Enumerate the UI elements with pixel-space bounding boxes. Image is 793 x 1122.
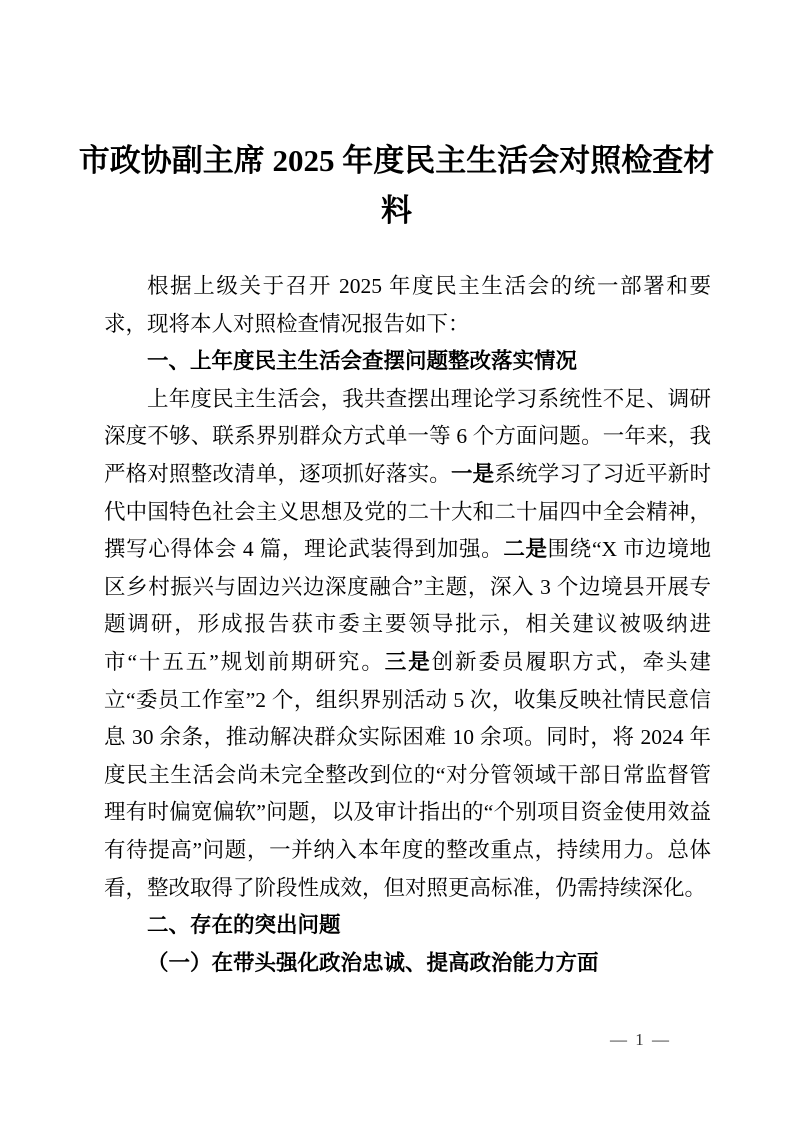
intro-paragraph [104,268,711,343]
document-body [104,268,711,982]
text-run-1: 上年度民主生活会，我共查摆出理论学习系统性不足、调研深度不够、联系界别群众方式单一等 6 个方面问题。一年来，我严格对照整改清单，逐项抓好落实。 [104,386,711,486]
text-run-6-bold: 三是 [384,649,432,674]
section1-paragraph [104,381,711,907]
text-run-5: 围绕“X 市边境地区乡村振兴与固边兴边深度融合”主题，深入 3 个边境县开展专题调研，形成报告获市委主要领导批示，相关建议被吸纳进市“十五五”规划前期研究。 [104,537,711,674]
text-run-2-bold: 一是 [450,461,495,486]
text-run-7: 创新委员履职方式，牵头建立“委员工作室”2 个，组织界别活动 5 次，收集反映社情民意信息 30 余条，推动解决群众实际困难 10 余项。同时，将 2024 年度民主生活会尚未完全整改到位的“对分管领域干部日常监督管理有时偏宽偏软”问题，以及审计指出的“个别项目资金使用效益有待提高”问题，一并纳入本年度的整改重点，持续用力。总体看，整改取得了阶段性成效，但对照更高标准，仍需持续深化。 [104,649,711,900]
text-run-4-bold: 二是 [503,537,548,562]
section2-subheading: （一）在带头强化政治忠诚、提高政治能力方面 [147,950,599,975]
page-number: — 1 — [610,1030,671,1049]
intro-text: 根据上级关于召开 2025 年度民主生活会的统一部署和要求，现将本人对照检查情况报告如下： [104,274,711,336]
section2-heading: 二、存在的突出问题 [147,913,341,938]
document-title: 市政协副主席 2025 年度民主生活会对照检查材料 [78,143,715,228]
section1-heading: 一、上年度民主生活会查摆问题整改落实情况 [147,349,578,374]
text-run-3: 系统学习了习近平新时代中国特色社会主义思想及党的二十大和二十届四中全会精神，撰写心得体会 4 篇，理论武装得到加强。 [104,461,711,562]
